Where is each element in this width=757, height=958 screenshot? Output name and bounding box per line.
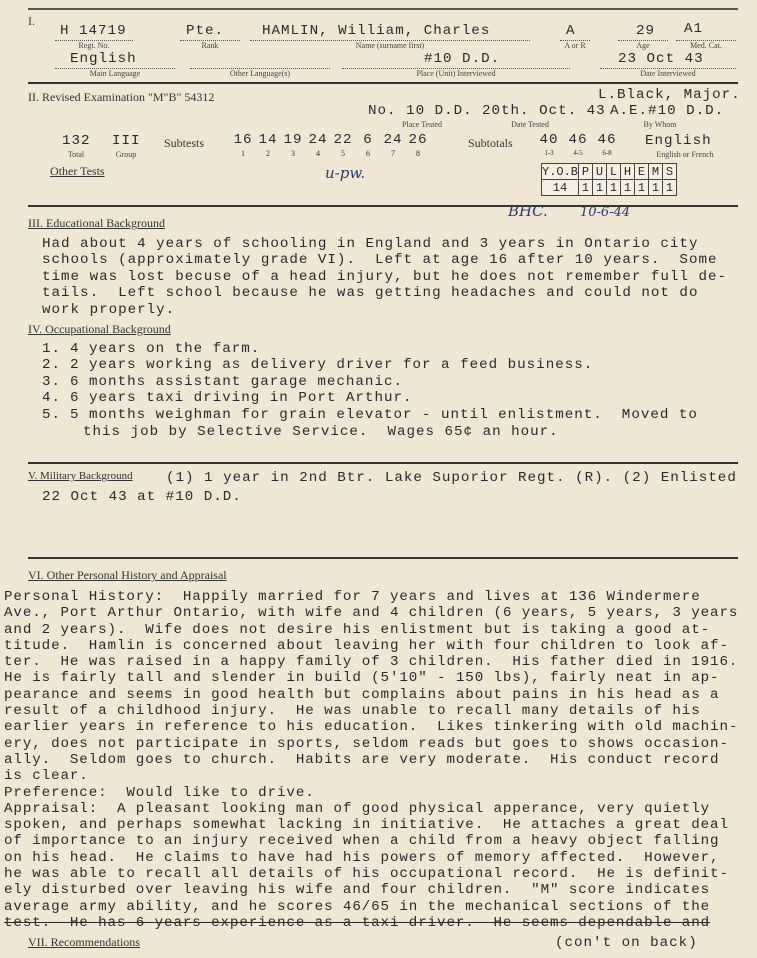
subtest-score: 24 <box>383 132 403 148</box>
section-number: I. <box>28 14 35 28</box>
subtest <box>357 132 379 159</box>
occupational-list <box>42 341 698 423</box>
subtest <box>307 132 329 159</box>
section7-heading: VII. Recommendations <box>28 935 140 949</box>
pulhems-value: 14 <box>542 180 579 196</box>
caption: English or French <box>656 150 714 159</box>
personal-history-text <box>4 589 738 931</box>
pulhems-value: 1 <box>579 180 593 196</box>
subtotal-score: 46 <box>568 132 588 148</box>
pulhems-value: 1 <box>607 180 621 196</box>
subtest-score: 19 <box>283 132 303 148</box>
text-line: Personal History: Happily married for 7 years and lives at 136 Windermere <box>4 589 701 605</box>
caption: A or R <box>564 41 586 50</box>
age: 29 <box>636 23 656 39</box>
occupation-item <box>42 357 698 373</box>
pulhems-header: U <box>593 164 607 180</box>
subtest <box>257 132 279 159</box>
regt-no: H 14719 <box>60 23 127 39</box>
subtest-score: 14 <box>258 132 278 148</box>
subtest-number: 8 <box>416 149 420 158</box>
pulhems-value: 1 <box>635 180 649 196</box>
other-tests-label: Other Tests <box>50 164 105 178</box>
text-line: earlier years in reference to his education. Likes tinkering with old machin- <box>4 719 739 736</box>
name: HAMLIN, William, Charles <box>262 23 491 39</box>
text-line: Preference: Would like to drive. <box>4 784 315 801</box>
handwritten-note: u-pw. <box>325 164 366 182</box>
section2-heading: II. Revised Examination "M"B" 54312 <box>28 90 215 104</box>
text-line: average army ability, and he scores 46/65 in the mechanical sections of the <box>4 898 711 915</box>
text-line: he was able to recall all details of his occupational record. He is definit- <box>4 866 729 883</box>
subtotal <box>536 132 562 158</box>
caption: Place (Unit) Interviewed <box>416 69 496 78</box>
caption: Main Language <box>89 69 141 78</box>
text-line: Appraisal: A pleasant looking man of good physical apperance, very quietly <box>4 800 711 817</box>
text-line: of importance to an injury received when a child from a heavy object falling <box>4 833 720 850</box>
continued-on-back: (con't on back) <box>555 935 698 951</box>
item-number: 1. <box>42 341 62 357</box>
text-line: is clear. <box>4 768 89 785</box>
military-line-1: (1) 1 year in 2nd Btr. Lake Suporior Regt. (R). (2) Enlisted <box>166 470 737 486</box>
text-line: and 2 years). Wife does not desire his enlistment but is taking a good at- <box>4 621 711 638</box>
signature-date: 10-6-44 <box>580 205 631 220</box>
text-line: ter. He was raised in a happy family of 3 children. His father died in 1916. <box>4 654 739 671</box>
subtest <box>407 132 429 159</box>
subtest <box>382 132 404 159</box>
text-line: ally. Seldom goes to church. Habits are very moderate. His conduct record <box>4 751 720 768</box>
caption: Other Language(s) <box>229 69 291 78</box>
text-line: work properly. <box>42 301 176 318</box>
pulhems-header: M <box>649 164 663 180</box>
section5-heading: V. Military Background <box>28 470 133 482</box>
subtest-number: 3 <box>291 149 295 158</box>
occupation-item <box>42 341 698 357</box>
subtest <box>332 132 354 159</box>
caption: Total <box>67 150 85 159</box>
text-line: result of a childhood injury. He was unable to recall many details of his <box>4 703 701 720</box>
subtest-scores <box>232 132 429 159</box>
section3-heading: III. Educational Background <box>28 216 165 230</box>
item-number: 4. <box>42 390 62 407</box>
examiner: L.Black, Major. <box>598 87 741 103</box>
subtotal-score: 46 <box>597 132 617 148</box>
text-line: Had about 4 years of schooling in England and 3 years in Ontario city <box>42 236 699 252</box>
subtotal-scores <box>536 132 620 158</box>
subtest-score: 26 <box>408 132 428 148</box>
rank: Pte. <box>186 23 225 39</box>
caption: Rank <box>201 41 219 50</box>
pulhems-header: E <box>635 164 649 180</box>
subtotal-range: 6-8 <box>602 149 612 157</box>
pulhems-header: S <box>663 164 677 180</box>
military-line-2: 22 Oct 43 at #10 D.D. <box>42 489 242 505</box>
section4-heading: IV. Occupational Background <box>28 322 171 336</box>
pulhems-header: Y.O.B <box>542 164 579 179</box>
subtotal-range: 1-3 <box>544 149 554 157</box>
place-interviewed: #10 D.D. <box>424 51 501 67</box>
text-line: He is fairly tall and slender in build (5'10" - 150 lbs), fairly neat in ap- <box>4 670 720 687</box>
subtotal-score: 40 <box>539 132 559 148</box>
educational-background-text <box>42 236 727 318</box>
item-text: 6 years taxi driving in Port Arthur. <box>70 390 413 407</box>
caption: Date Interviewed <box>640 69 696 78</box>
caption: Age <box>636 41 650 50</box>
subtests-label: Subtests <box>164 136 205 150</box>
pulhems-value: 1 <box>649 180 663 196</box>
subtest-number: 5 <box>341 149 345 158</box>
group: III <box>112 133 141 149</box>
subtest <box>282 132 304 159</box>
date-tested: 20th. Oct. 43 <box>482 103 606 119</box>
subtotals-label: Subtotals <box>468 136 513 150</box>
pulhems-value: 1 <box>621 180 635 196</box>
occupation-item <box>42 374 698 390</box>
occupation-5-continued: this job by Selective Service. Wages 65¢ an hour. <box>83 424 559 440</box>
subtest <box>232 132 254 159</box>
subtest-number: 2 <box>266 149 270 158</box>
subtest-score: 22 <box>333 132 353 148</box>
item-text: 5 months weighman for grain elevator - until enlistment. Moved to <box>70 406 698 423</box>
item-number: 2. <box>42 357 62 374</box>
item-text: 2 years working as delivery driver for a feed business. <box>70 357 594 374</box>
date-interviewed: 23 Oct 43 <box>618 51 704 67</box>
pulhems-value: 1 <box>593 180 607 196</box>
pulhems-header: P <box>579 164 593 180</box>
caption: Group <box>115 150 137 159</box>
caption: Place Tested <box>402 120 442 129</box>
item-number: 5. <box>42 406 62 423</box>
text-line: spoken, and perhaps somewhat lacking in initiative. He attaches a great deal <box>4 817 729 834</box>
subtest-number: 7 <box>391 149 395 158</box>
text-line: titude. Hamlin is concerned about leaving her with four children to look af- <box>4 637 729 654</box>
text-line: time was lost becuse of a head injury, but he does not remember full de- <box>42 268 727 285</box>
tested-by: A.E.#10 D.D. <box>610 103 725 119</box>
caption: Regt. No. <box>78 41 110 50</box>
caption: Name (surname first) <box>355 41 425 50</box>
text-line: tails. Left school because he was getting headaches and could not do <box>42 285 699 302</box>
subtest-score: 24 <box>308 132 328 148</box>
item-number: 3. <box>42 373 62 390</box>
a-or-r: A <box>566 23 576 39</box>
med-cat: A1 <box>684 21 704 37</box>
subtest-number: 4 <box>316 149 320 158</box>
text-line: ery, does not participate in sports, seldom reads but goes to shows occasion- <box>4 735 729 752</box>
section6-heading: VI. Other Personal History and Appraisal <box>28 568 227 582</box>
subtest-score: 16 <box>233 132 253 148</box>
text-line: schools (approximately grade VI). Left at age 16 after 10 years. Some <box>42 252 718 269</box>
text-line: test. He has 6 years experience as a taxi driver. He seems dependable and <box>4 914 711 931</box>
test-language: English <box>645 133 712 149</box>
subtest-score: 6 <box>363 132 373 148</box>
caption: By Whom <box>643 120 677 129</box>
text-line: Ave., Port Arthur Ontario, with wife and 4 children (6 years, 5 years, 3 years <box>4 605 739 622</box>
subtest-number: 1 <box>241 149 245 158</box>
item-text: 4 years on the farm. <box>70 341 261 357</box>
occupation-item <box>42 407 698 423</box>
pulhems-value: 1 <box>663 180 677 196</box>
caption: Med. Cat. <box>690 41 722 50</box>
total-score: 132 <box>62 133 91 149</box>
occupation-item <box>42 390 698 406</box>
subtest-number: 6 <box>366 149 370 158</box>
pulhems-header: H <box>621 164 635 180</box>
pulhems-header: L <box>607 164 621 180</box>
subtotal-range: 4-5 <box>573 149 583 157</box>
subtotal <box>594 132 620 158</box>
place-tested: No. 10 D.D. <box>368 103 473 119</box>
caption: Date Tested <box>511 120 549 129</box>
pulhems-table <box>541 163 677 196</box>
main-language: English <box>70 51 137 67</box>
text-line: ely disturbed over leaving his wife and four children. "M" score indicates <box>4 882 711 899</box>
item-text: 6 months assistant garage mechanic. <box>70 373 403 390</box>
text-line: pearance and seems in good health but complains about pains in his head as a <box>4 686 720 703</box>
subtotal <box>565 132 591 158</box>
signature: BHC. <box>508 202 548 220</box>
text-line: on his head. He claims to have had his powers of memory affected. However, <box>4 849 720 866</box>
